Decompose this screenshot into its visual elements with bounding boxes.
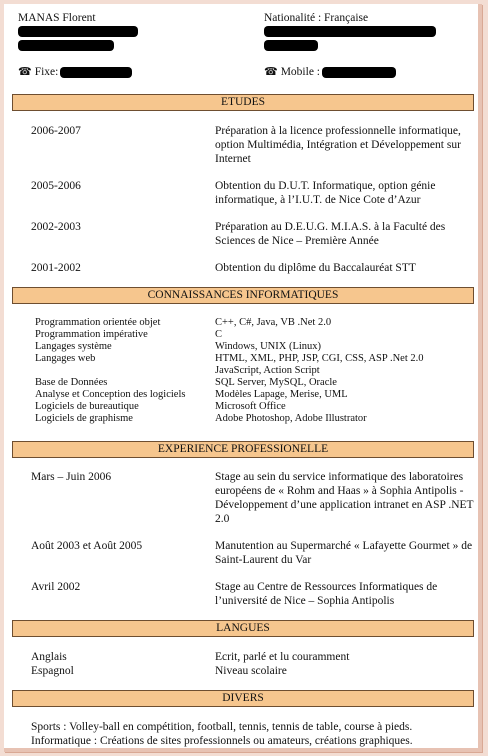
- language-level: Niveau scolaire: [215, 665, 287, 677]
- experience-date: Août 2003 et Août 2005: [31, 540, 143, 552]
- phone-mobile: [264, 66, 320, 79]
- redacted-contact-line-2: [264, 40, 318, 51]
- skill-value: SQL Server, MySQL, Oracle: [215, 377, 337, 388]
- etudes-desc: Obtention du diplôme du Baccalauréat STT: [215, 262, 416, 274]
- divers-sports: Sports : Volley-ball en compétition, football, tennis, tennis de table, course à pieds.: [31, 721, 413, 733]
- phone-icon: ☎: [18, 66, 32, 78]
- experience-desc: Stage au Centre de Ressources Informatiques de l’université de Nice – Sophia Antipolis: [215, 581, 438, 607]
- skill-label: Logiciels de graphisme: [35, 413, 133, 424]
- language-level: Ecrit, parlé et lu couramment: [215, 651, 350, 663]
- redacted-phone-mobile: [322, 67, 396, 78]
- phone-fixed: [18, 66, 58, 79]
- etudes-desc: Obtention du D.U.T. Informatique, option génie informatique, à l’I.U.T. de Nice Cote d’Azur: [215, 180, 436, 206]
- cv-page: [4, 4, 482, 752]
- redacted-phone-fixed: [60, 67, 132, 78]
- experience-desc: Stage au sein du service informatique des laboratoires européens de « Rohm and Haas » à Sophia Antipolis - Développement d’une application intranet en ASP .NET 2.0: [215, 471, 474, 525]
- skill-value: Microsoft Office: [215, 401, 286, 412]
- experience-date: Avril 2002: [31, 581, 81, 593]
- section-header-langues: LANGUES: [12, 620, 474, 637]
- skill-label: Langages système: [35, 341, 112, 352]
- experience-date: Mars – Juin 2006: [31, 471, 112, 483]
- etudes-date: 2002-2003: [31, 221, 81, 233]
- phone-fixed-label: Fixe:: [34, 66, 59, 78]
- redacted-address-line-2: [18, 40, 114, 51]
- etudes-desc: Préparation à la licence professionnelle informatique, option Multimédia, Intégration et Développement sur Internet: [215, 125, 461, 165]
- etudes-date: 2005-2006: [31, 180, 81, 192]
- phone-mobile-label: Mobile :: [280, 66, 320, 78]
- skill-label: Logiciels de bureautique: [35, 401, 139, 412]
- etudes-desc: Préparation au D.E.U.G. M.I.A.S. à la Faculté des Sciences de Nice – Première Année: [215, 221, 446, 247]
- skill-label: Programmation orientée objet: [35, 317, 161, 328]
- skill-value: Windows, UNIX (Linux): [215, 341, 322, 352]
- skill-value: Adobe Photoshop, Adobe Illustrator: [215, 413, 367, 424]
- experience-desc: Manutention au Supermarché « Lafayette Gourmet » de Saint-Laurent du Var: [215, 540, 473, 566]
- skill-label: Programmation impérative: [35, 329, 148, 340]
- divers-informatique: Informatique : Créations de sites professionnels ou amateurs, créations graphiques.: [31, 735, 413, 747]
- phone-icon: ☎: [264, 66, 278, 78]
- etudes-date: 2001-2002: [31, 262, 81, 274]
- skill-label: Langages web: [35, 353, 96, 364]
- redacted-contact-line-1: [264, 26, 436, 37]
- skill-label: Base de Données: [35, 377, 108, 388]
- section-header-connaissances: CONNAISSANCES INFORMATIQUES: [12, 287, 474, 304]
- skill-value: JavaScript, Action Script: [215, 365, 320, 376]
- skill-value: HTML, XML, PHP, JSP, CGI, CSS, ASP .Net 2.0: [215, 353, 424, 364]
- section-header-etudes: ETUDES: [12, 94, 474, 111]
- language-name: Anglais: [31, 651, 67, 663]
- skill-label: Analyse et Conception des logiciels: [35, 389, 186, 400]
- section-header-experience: EXPERIENCE PROFESSIONELLE: [12, 441, 474, 458]
- skill-value: C: [215, 329, 223, 340]
- nationality: Nationalité : Française: [264, 12, 369, 24]
- section-header-divers: DIVERS: [12, 690, 474, 707]
- candidate-name: MANAS Florent: [18, 12, 96, 24]
- skill-value: C++, C#, Java, VB .Net 2.0: [215, 317, 332, 328]
- etudes-date: 2006-2007: [31, 125, 81, 137]
- skill-value: Modèles Lapage, Merise, UML: [215, 389, 348, 400]
- redacted-address-line-1: [18, 26, 138, 37]
- language-name: Espagnol: [31, 665, 74, 677]
